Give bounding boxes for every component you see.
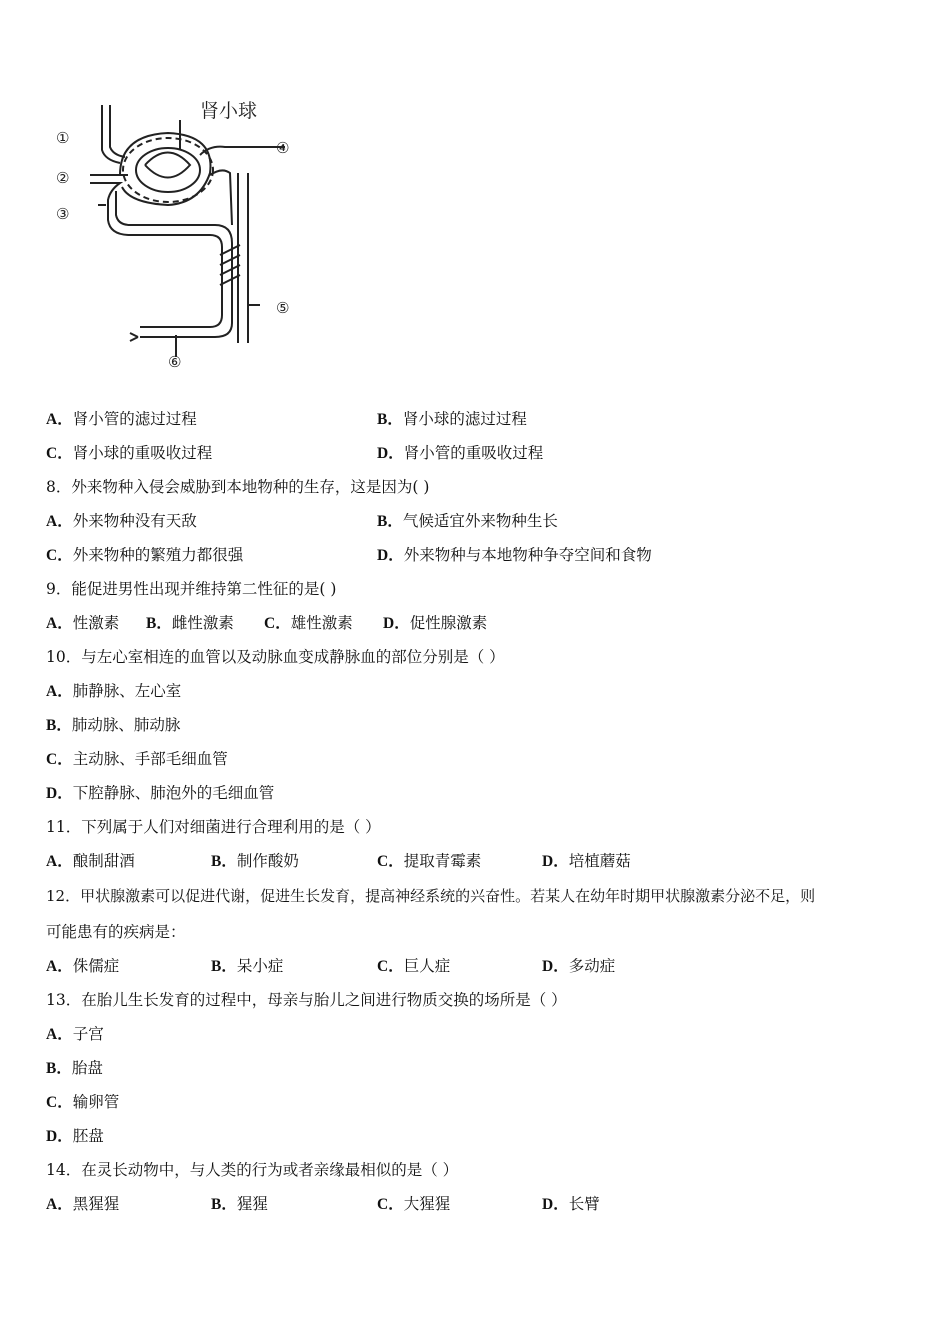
q7-option-c[interactable]: C．肾小球的重吸收过程 [46,444,213,462]
label-2: ② [56,169,70,187]
label-5: ⑤ [276,299,290,317]
q12-option-b[interactable]: B．呆小症 [211,957,284,975]
q13-stem: 13．在胎儿生长发育的过程中，母亲与胎儿之间进行物质交换的场所是（ ） [46,991,567,1009]
glomerulus-title: 肾小球 [200,100,258,122]
q12-option-a[interactable]: A．侏儒症 [46,957,120,975]
q10-option-a[interactable]: A．肺静脉、左心室 [46,682,182,700]
q12-option-c[interactable]: C．巨人症 [377,957,451,975]
q8-option-b[interactable]: B．气候适宜外来物种生长 [377,512,558,530]
q12-stem-line2: 可能患有的疾病是： [46,923,186,941]
q14-option-c[interactable]: C．大猩猩 [377,1195,451,1213]
label-4: ④ [276,139,290,157]
q8-stem: 8．外来物种入侵会威胁到本地物种的生存，这是因为( ) [46,478,430,496]
q8-option-c[interactable]: C．外来物种的繁殖力都很强 [46,546,244,564]
q7-option-d[interactable]: D．肾小管的重吸收过程 [377,444,544,462]
q8-option-a[interactable]: A．外来物种没有天敌 [46,512,197,530]
q9-option-a[interactable]: A．性激素 [46,614,120,632]
q11-option-b[interactable]: B．制作酸奶 [211,852,299,870]
label-3: ③ [56,205,70,223]
q13-option-c[interactable]: C．输卵管 [46,1093,120,1111]
q9-option-b[interactable]: B．雌性激素 [146,614,234,632]
q13-option-b[interactable]: B．胎盘 [46,1059,103,1077]
label-6: ⑥ [168,353,182,371]
nephron-diagram [50,95,310,385]
q10-option-d[interactable]: D．下腔静脉、肺泡外的毛细血管 [46,784,275,802]
q9-stem: 9．能促进男性出现并维持第二性征的是( ) [46,580,337,598]
q7-option-a[interactable]: A．肾小管的滤过过程 [46,410,197,428]
q14-option-a[interactable]: A．黑猩猩 [46,1195,120,1213]
label-1: ① [56,129,70,147]
q8-option-d[interactable]: D．外来物种与本地物种争夺空间和食物 [377,546,652,564]
q11-option-a[interactable]: A．酿制甜酒 [46,852,135,870]
q11-stem: 11．下列属于人们对细菌进行合理利用的是（ ） [46,818,381,836]
q14-option-d[interactable]: D．长臂 [542,1195,600,1213]
q13-option-d[interactable]: D．胚盘 [46,1127,104,1145]
q10-stem: 10．与左心室相连的血管以及动脉血变成静脉血的部位分别是（ ） [46,648,505,666]
q10-option-c[interactable]: C．主动脉、手部毛细血管 [46,750,228,768]
q9-option-c[interactable]: C．雄性激素 [264,614,353,632]
q10-option-b[interactable]: B．肺动脉、肺动脉 [46,716,181,734]
q14-stem: 14．在灵长动物中，与人类的行为或者亲缘最相似的是（ ） [46,1161,459,1179]
q11-option-d[interactable]: D．培植蘑菇 [542,852,631,870]
q12-option-d[interactable]: D．多动症 [542,957,616,975]
q11-option-c[interactable]: C．提取青霉素 [377,852,482,870]
q13-option-a[interactable]: A．子宫 [46,1025,104,1043]
q12-stem-line1: 12．甲状腺激素可以促进代谢，促进生长发育，提高神经系统的兴奋性。若某人在幼年时期甲状腺激素分泌不足，则 [46,887,816,905]
q7-option-b[interactable]: B．肾小球的滤过过程 [377,410,527,428]
q9-option-d[interactable]: D．促性腺激素 [383,614,488,632]
q14-option-b[interactable]: B．猩猩 [211,1195,268,1213]
